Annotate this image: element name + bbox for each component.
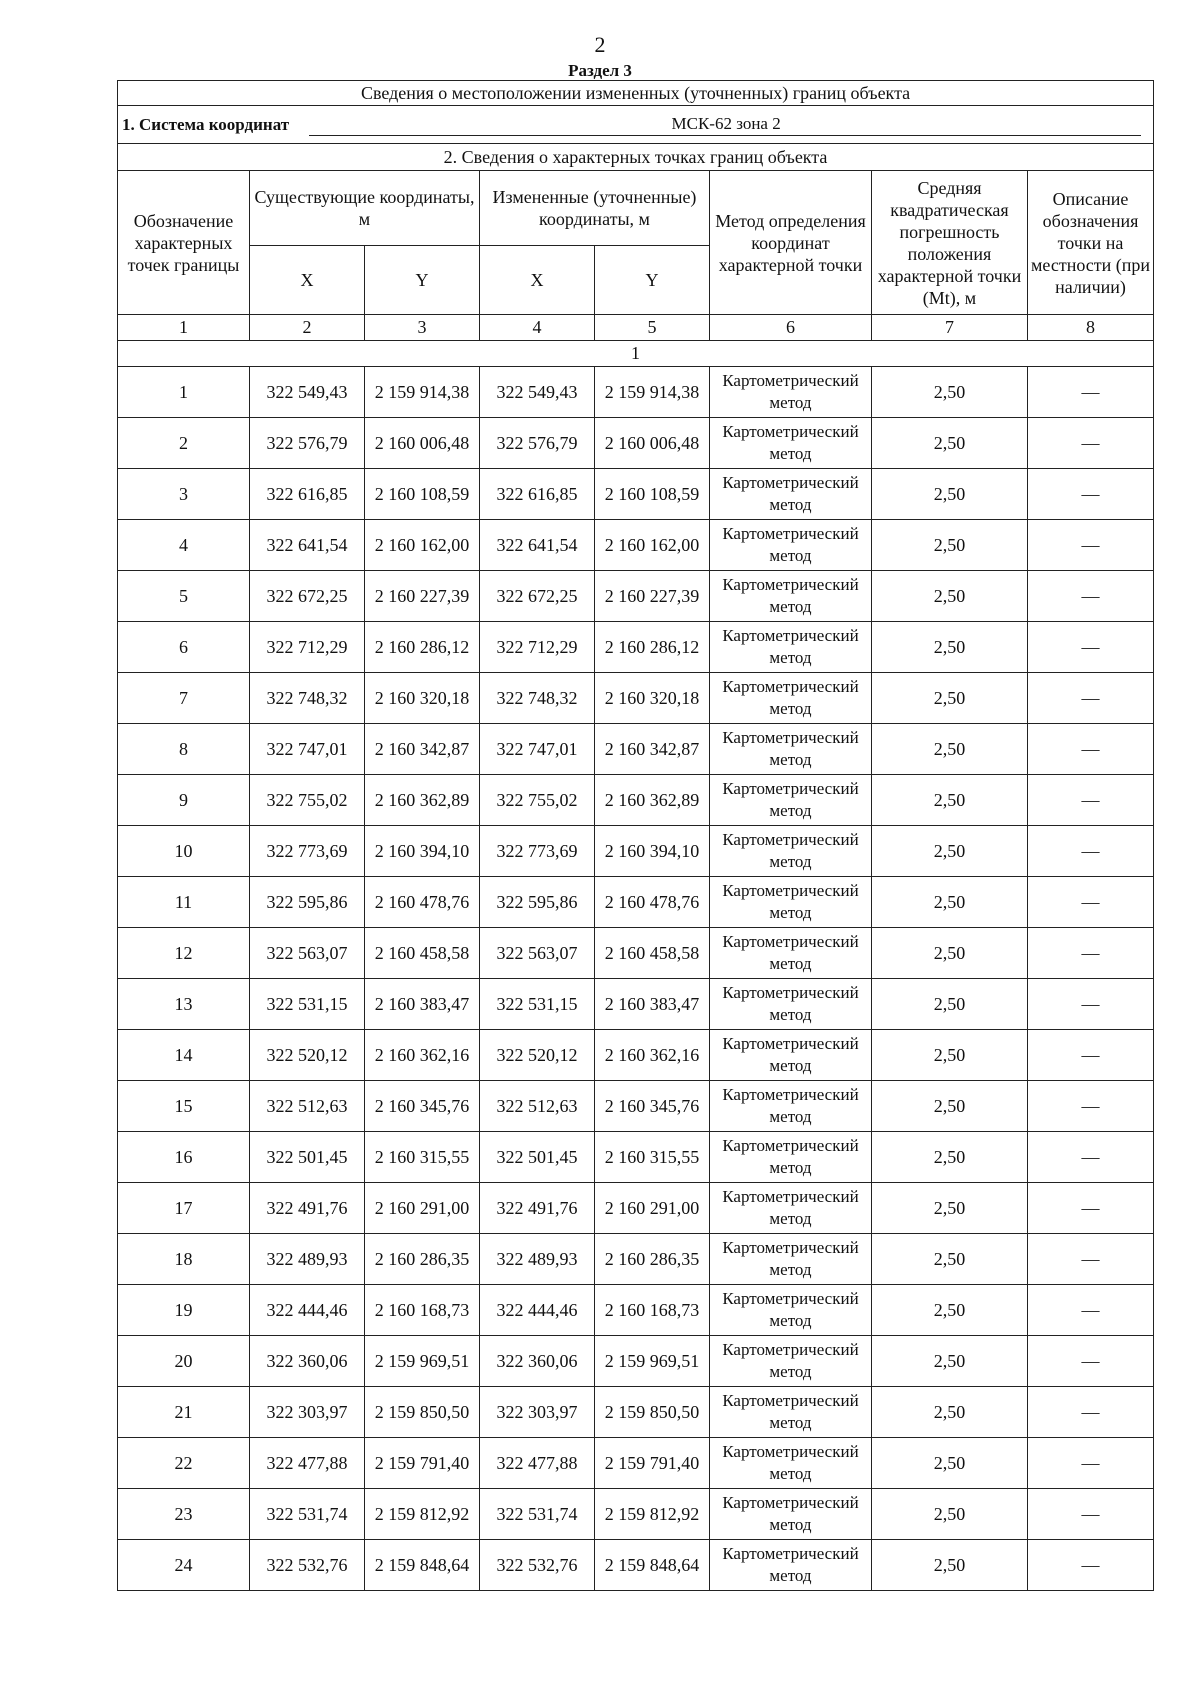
cell-changed-y: 2 159 914,38 (595, 367, 710, 418)
column-number: 6 (710, 315, 872, 341)
cell-existing-y: 2 159 812,92 (365, 1489, 480, 1540)
cell-description: — (1028, 1234, 1154, 1285)
cell-point-number: 24 (118, 1540, 250, 1591)
cell-point-number: 23 (118, 1489, 250, 1540)
table-row (118, 979, 1154, 1030)
header-designation: Обозначение характерных точек границы (118, 171, 250, 315)
points-section-title: 2. Сведения о характерных точках границ объекта (118, 144, 1154, 171)
cell-method: Картометрический метод (710, 1234, 872, 1285)
cell-changed-x: 322 444,46 (480, 1285, 595, 1336)
cell-existing-y: 2 159 848,64 (365, 1540, 480, 1591)
cell-point-number: 18 (118, 1234, 250, 1285)
cell-existing-x: 322 444,46 (250, 1285, 365, 1336)
cell-method: Картометрический метод (710, 1540, 872, 1591)
table-row (118, 520, 1154, 571)
column-number: 4 (480, 315, 595, 341)
table-row (118, 877, 1154, 928)
cell-existing-y: 2 160 286,35 (365, 1234, 480, 1285)
cell-changed-y: 2 160 168,73 (595, 1285, 710, 1336)
cell-mt-error: 2,50 (872, 1183, 1028, 1234)
cell-changed-x: 322 563,07 (480, 928, 595, 979)
table-row (118, 571, 1154, 622)
cell-existing-x: 322 360,06 (250, 1336, 365, 1387)
cell-changed-y: 2 160 383,47 (595, 979, 710, 1030)
cell-changed-x: 322 520,12 (480, 1030, 595, 1081)
cell-changed-y: 2 159 969,51 (595, 1336, 710, 1387)
cell-changed-x: 322 360,06 (480, 1336, 595, 1387)
cell-changed-x: 322 489,93 (480, 1234, 595, 1285)
cell-description: — (1028, 673, 1154, 724)
cell-mt-error: 2,50 (872, 673, 1028, 724)
cell-existing-x: 322 491,76 (250, 1183, 365, 1234)
cell-changed-y: 2 159 850,50 (595, 1387, 710, 1438)
cell-method: Картометрический метод (710, 622, 872, 673)
cell-existing-y: 2 160 342,87 (365, 724, 480, 775)
cell-existing-y: 2 160 315,55 (365, 1132, 480, 1183)
cell-method: Картометрический метод (710, 775, 872, 826)
cell-mt-error: 2,50 (872, 1030, 1028, 1081)
header-existing-y: Y (365, 246, 480, 315)
cell-changed-x: 322 531,74 (480, 1489, 595, 1540)
cell-method: Картометрический метод (710, 469, 872, 520)
cell-point-number: 10 (118, 826, 250, 877)
table-row (118, 1438, 1154, 1489)
cell-changed-y: 2 160 286,35 (595, 1234, 710, 1285)
cell-method: Картометрический метод (710, 673, 872, 724)
cell-description: — (1028, 979, 1154, 1030)
cell-point-number: 13 (118, 979, 250, 1030)
column-number: 3 (365, 315, 480, 341)
cell-method: Картометрический метод (710, 571, 872, 622)
cell-description: — (1028, 928, 1154, 979)
cell-method: Картометрический метод (710, 1336, 872, 1387)
cell-existing-x: 322 576,79 (250, 418, 365, 469)
cell-changed-y: 2 160 162,00 (595, 520, 710, 571)
cell-description: — (1028, 622, 1154, 673)
cell-point-number: 19 (118, 1285, 250, 1336)
cell-method: Картометрический метод (710, 1183, 872, 1234)
coordinate-system-value: МСК-62 зона 2 (309, 113, 1141, 136)
header-description: Описание обозначения точки на местности (при наличии) (1028, 171, 1154, 315)
cell-description: — (1028, 1489, 1154, 1540)
cell-existing-x: 322 773,69 (250, 826, 365, 877)
cell-point-number: 22 (118, 1438, 250, 1489)
header-method: Метод определения координат характерной точки (710, 171, 872, 315)
cell-changed-y: 2 160 108,59 (595, 469, 710, 520)
cell-existing-y: 2 159 850,50 (365, 1387, 480, 1438)
cell-existing-y: 2 160 383,47 (365, 979, 480, 1030)
cell-mt-error: 2,50 (872, 571, 1028, 622)
cell-method: Картометрический метод (710, 1387, 872, 1438)
cell-description: — (1028, 1438, 1154, 1489)
cell-changed-y: 2 160 320,18 (595, 673, 710, 724)
cell-description: — (1028, 367, 1154, 418)
table-row (118, 673, 1154, 724)
header-error: Средняя квадратическая погрешность положения характерной точки (Mt), м (872, 171, 1028, 315)
cell-existing-x: 322 712,29 (250, 622, 365, 673)
cell-existing-y: 2 160 458,58 (365, 928, 480, 979)
cell-existing-y: 2 160 362,16 (365, 1030, 480, 1081)
cell-changed-x: 322 755,02 (480, 775, 595, 826)
cell-changed-x: 322 773,69 (480, 826, 595, 877)
cell-description: — (1028, 826, 1154, 877)
table-row (118, 775, 1154, 826)
cell-point-number: 6 (118, 622, 250, 673)
header-existing-coords: Существующие координаты, м (250, 171, 480, 246)
cell-description: — (1028, 1183, 1154, 1234)
cell-description: — (1028, 1387, 1154, 1438)
cell-point-number: 17 (118, 1183, 250, 1234)
cell-mt-error: 2,50 (872, 367, 1028, 418)
cell-mt-error: 2,50 (872, 469, 1028, 520)
cell-point-number: 3 (118, 469, 250, 520)
cell-existing-y: 2 159 791,40 (365, 1438, 480, 1489)
coordinate-system-cell (118, 106, 1154, 144)
table-row (118, 1489, 1154, 1540)
cell-method: Картометрический метод (710, 1438, 872, 1489)
table-row (118, 724, 1154, 775)
cell-changed-x: 322 641,54 (480, 520, 595, 571)
table-row (118, 1285, 1154, 1336)
coordinate-system-label: 1. Система координат (122, 114, 290, 134)
cell-mt-error: 2,50 (872, 1081, 1028, 1132)
table-row (118, 1030, 1154, 1081)
cell-changed-y: 2 160 286,12 (595, 622, 710, 673)
cell-changed-x: 322 712,29 (480, 622, 595, 673)
cell-changed-y: 2 160 458,58 (595, 928, 710, 979)
table-row (118, 1234, 1154, 1285)
cell-changed-x: 322 576,79 (480, 418, 595, 469)
cell-mt-error: 2,50 (872, 1438, 1028, 1489)
cell-mt-error: 2,50 (872, 979, 1028, 1030)
cell-mt-error: 2,50 (872, 826, 1028, 877)
table-row (118, 928, 1154, 979)
cell-changed-y: 2 160 291,00 (595, 1183, 710, 1234)
cell-existing-x: 322 531,15 (250, 979, 365, 1030)
cell-mt-error: 2,50 (872, 724, 1028, 775)
cell-mt-error: 2,50 (872, 520, 1028, 571)
cell-existing-y: 2 160 394,10 (365, 826, 480, 877)
cell-description: — (1028, 1336, 1154, 1387)
cell-point-number: 11 (118, 877, 250, 928)
cell-changed-x: 322 595,86 (480, 877, 595, 928)
cell-changed-x: 322 672,25 (480, 571, 595, 622)
cell-description: — (1028, 775, 1154, 826)
cell-method: Картометрический метод (710, 877, 872, 928)
cell-changed-x: 322 491,76 (480, 1183, 595, 1234)
cell-existing-x: 322 748,32 (250, 673, 365, 724)
table-row (118, 1540, 1154, 1591)
cell-description: — (1028, 1030, 1154, 1081)
cell-description: — (1028, 1540, 1154, 1591)
cell-changed-y: 2 160 006,48 (595, 418, 710, 469)
table-row (118, 469, 1154, 520)
cell-mt-error: 2,50 (872, 1285, 1028, 1336)
cell-description: — (1028, 877, 1154, 928)
cell-point-number: 8 (118, 724, 250, 775)
cell-mt-error: 2,50 (872, 1336, 1028, 1387)
cell-point-number: 1 (118, 367, 250, 418)
cell-changed-x: 322 303,97 (480, 1387, 595, 1438)
cell-changed-y: 2 159 791,40 (595, 1438, 710, 1489)
cell-method: Картометрический метод (710, 520, 872, 571)
table-row (118, 1081, 1154, 1132)
cell-existing-x: 322 755,02 (250, 775, 365, 826)
cell-method: Картометрический метод (710, 1081, 872, 1132)
cell-description: — (1028, 724, 1154, 775)
cell-existing-x: 322 616,85 (250, 469, 365, 520)
cell-existing-x: 322 520,12 (250, 1030, 365, 1081)
column-number: 2 (250, 315, 365, 341)
cell-point-number: 9 (118, 775, 250, 826)
cell-mt-error: 2,50 (872, 775, 1028, 826)
cell-changed-x: 322 748,32 (480, 673, 595, 724)
table-row (118, 1132, 1154, 1183)
cell-changed-y: 2 160 342,87 (595, 724, 710, 775)
column-number: 8 (1028, 315, 1154, 341)
column-number: 5 (595, 315, 710, 341)
cell-existing-x: 322 549,43 (250, 367, 365, 418)
column-number: 1 (118, 315, 250, 341)
cell-existing-x: 322 563,07 (250, 928, 365, 979)
cell-description: — (1028, 1132, 1154, 1183)
cell-mt-error: 2,50 (872, 1234, 1028, 1285)
table-row (118, 1387, 1154, 1438)
cell-method: Картометрический метод (710, 724, 872, 775)
cell-changed-y: 2 160 227,39 (595, 571, 710, 622)
cell-existing-x: 322 595,86 (250, 877, 365, 928)
cell-method: Картометрический метод (710, 367, 872, 418)
cell-changed-x: 322 532,76 (480, 1540, 595, 1591)
cell-method: Картометрический метод (710, 979, 872, 1030)
cell-existing-y: 2 159 969,51 (365, 1336, 480, 1387)
cell-mt-error: 2,50 (872, 1132, 1028, 1183)
cell-changed-y: 2 159 812,92 (595, 1489, 710, 1540)
cell-existing-y: 2 159 914,38 (365, 367, 480, 418)
cell-method: Картометрический метод (710, 418, 872, 469)
cell-description: — (1028, 520, 1154, 571)
cell-point-number: 2 (118, 418, 250, 469)
cell-changed-x: 322 512,63 (480, 1081, 595, 1132)
header-existing-x: X (250, 246, 365, 315)
cell-changed-x: 322 477,88 (480, 1438, 595, 1489)
cell-existing-y: 2 160 291,00 (365, 1183, 480, 1234)
cell-point-number: 16 (118, 1132, 250, 1183)
cell-changed-x: 322 616,85 (480, 469, 595, 520)
cell-existing-x: 322 641,54 (250, 520, 365, 571)
cell-existing-y: 2 160 320,18 (365, 673, 480, 724)
cell-mt-error: 2,50 (872, 622, 1028, 673)
cell-existing-y: 2 160 286,12 (365, 622, 480, 673)
section-label: Раздел 3 (568, 61, 632, 80)
cell-existing-x: 322 489,93 (250, 1234, 365, 1285)
cell-point-number: 12 (118, 928, 250, 979)
table-row (118, 622, 1154, 673)
cell-description: — (1028, 1285, 1154, 1336)
cell-changed-y: 2 160 315,55 (595, 1132, 710, 1183)
cell-mt-error: 2,50 (872, 1489, 1028, 1540)
cell-existing-y: 2 160 162,00 (365, 520, 480, 571)
cell-method: Картометрический метод (710, 1030, 872, 1081)
cell-point-number: 5 (118, 571, 250, 622)
table-row (118, 418, 1154, 469)
table-row (118, 1183, 1154, 1234)
cell-existing-x: 322 747,01 (250, 724, 365, 775)
contour-label: 1 (118, 341, 1154, 367)
cell-changed-x: 322 747,01 (480, 724, 595, 775)
table-row (118, 826, 1154, 877)
cell-existing-x: 322 672,25 (250, 571, 365, 622)
cell-description: — (1028, 469, 1154, 520)
cell-existing-y: 2 160 227,39 (365, 571, 480, 622)
table-title: Сведения о местоположении измененных (уточненных) границ объекта (118, 81, 1154, 106)
cell-changed-y: 2 160 478,76 (595, 877, 710, 928)
table-row (118, 367, 1154, 418)
cell-existing-x: 322 303,97 (250, 1387, 365, 1438)
cell-changed-x: 322 501,45 (480, 1132, 595, 1183)
header-changed-coords: Измененные (уточненные) координаты, м (480, 171, 710, 246)
cell-existing-x: 322 501,45 (250, 1132, 365, 1183)
cell-point-number: 14 (118, 1030, 250, 1081)
cell-changed-y: 2 159 848,64 (595, 1540, 710, 1591)
cell-changed-y: 2 160 362,16 (595, 1030, 710, 1081)
cell-description: — (1028, 571, 1154, 622)
cell-changed-y: 2 160 394,10 (595, 826, 710, 877)
cell-existing-y: 2 160 478,76 (365, 877, 480, 928)
cell-existing-y: 2 160 108,59 (365, 469, 480, 520)
cell-existing-x: 322 512,63 (250, 1081, 365, 1132)
cell-existing-x: 322 531,74 (250, 1489, 365, 1540)
cell-method: Картометрический метод (710, 1132, 872, 1183)
boundary-points-table (117, 80, 1154, 1591)
cell-method: Картометрический метод (710, 826, 872, 877)
cell-changed-y: 2 160 362,89 (595, 775, 710, 826)
cell-existing-x: 322 532,76 (250, 1540, 365, 1591)
table-row (118, 1336, 1154, 1387)
cell-method: Картометрический метод (710, 1489, 872, 1540)
header-changed-x: X (480, 246, 595, 315)
cell-mt-error: 2,50 (872, 1540, 1028, 1591)
cell-existing-x: 322 477,88 (250, 1438, 365, 1489)
cell-description: — (1028, 418, 1154, 469)
cell-existing-y: 2 160 345,76 (365, 1081, 480, 1132)
cell-existing-y: 2 160 168,73 (365, 1285, 480, 1336)
page-number: 2 (594, 32, 606, 57)
cell-changed-x: 322 531,15 (480, 979, 595, 1030)
cell-description: — (1028, 1081, 1154, 1132)
cell-existing-y: 2 160 362,89 (365, 775, 480, 826)
cell-point-number: 21 (118, 1387, 250, 1438)
cell-mt-error: 2,50 (872, 418, 1028, 469)
cell-mt-error: 2,50 (872, 928, 1028, 979)
cell-point-number: 20 (118, 1336, 250, 1387)
cell-changed-x: 322 549,43 (480, 367, 595, 418)
cell-mt-error: 2,50 (872, 877, 1028, 928)
cell-changed-y: 2 160 345,76 (595, 1081, 710, 1132)
cell-point-number: 7 (118, 673, 250, 724)
header-changed-y: Y (595, 246, 710, 315)
cell-method: Картометрический метод (710, 1285, 872, 1336)
cell-method: Картометрический метод (710, 928, 872, 979)
cell-mt-error: 2,50 (872, 1387, 1028, 1438)
cell-existing-y: 2 160 006,48 (365, 418, 480, 469)
column-number: 7 (872, 315, 1028, 341)
cell-point-number: 4 (118, 520, 250, 571)
cell-point-number: 15 (118, 1081, 250, 1132)
